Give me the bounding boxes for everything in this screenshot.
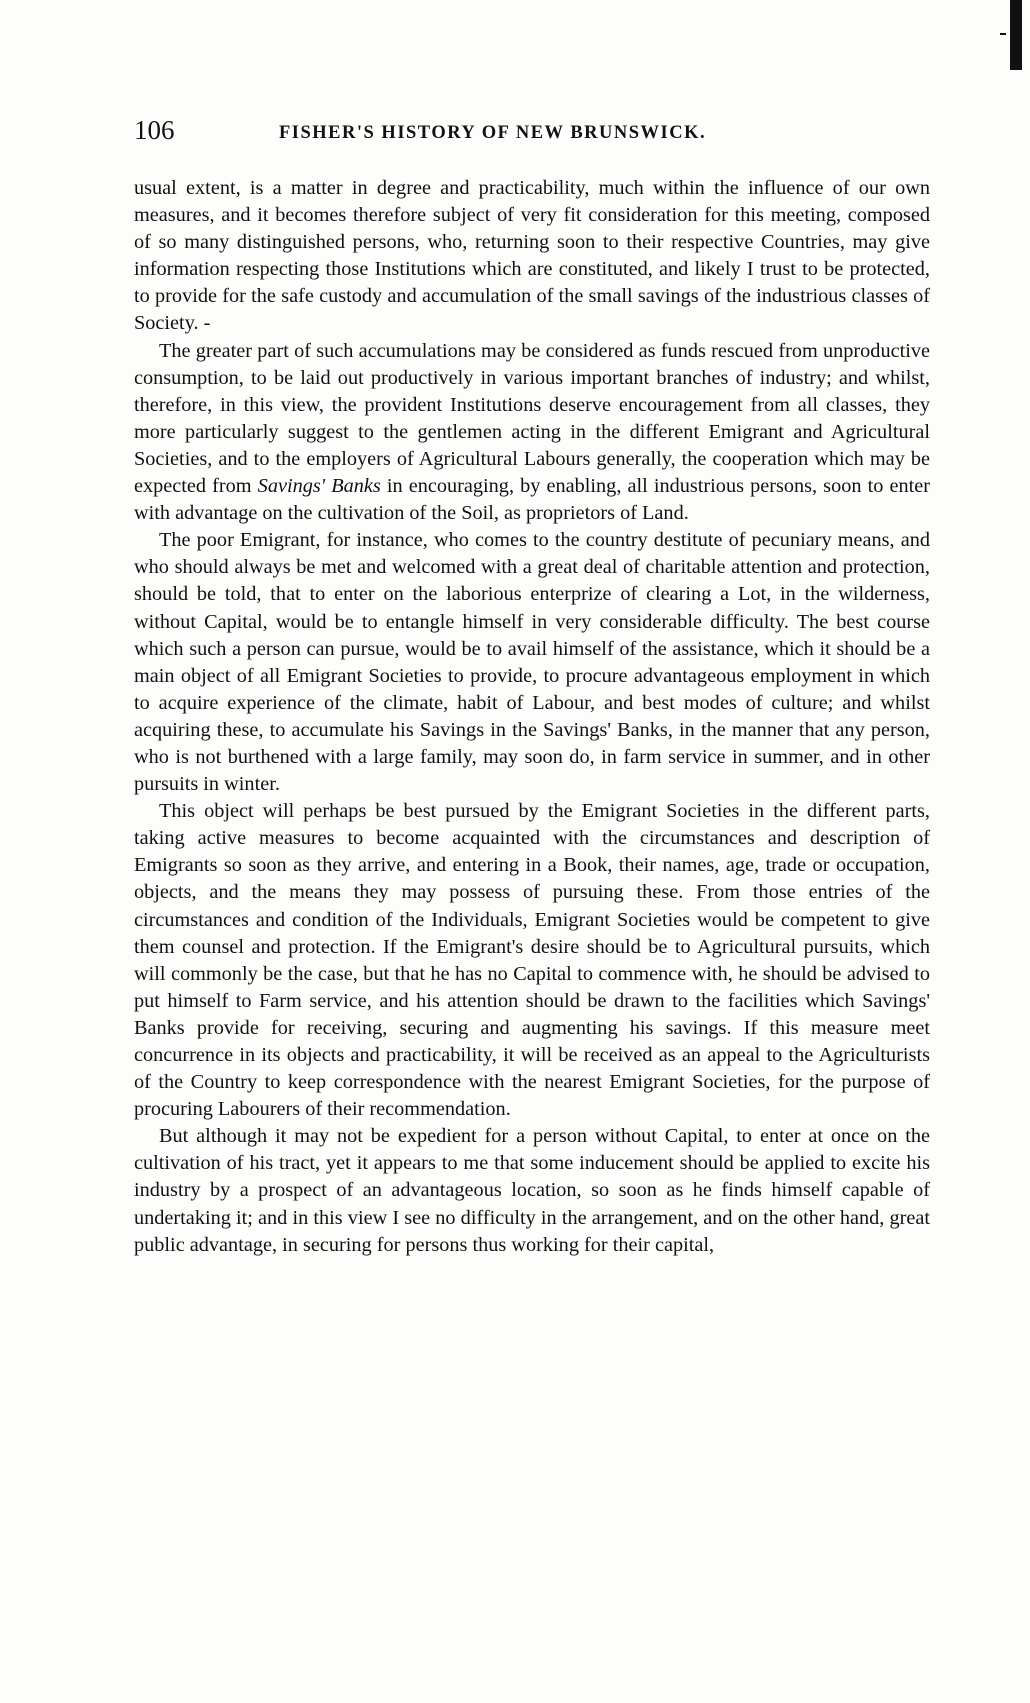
page-edge-dash — [1000, 33, 1006, 35]
page-text — [134, 175, 930, 1555]
paragraph-2-italic-savings-banks: Savings' Banks — [257, 475, 381, 498]
paragraph-1: usual extent, is a matter in degree and practicability, much within the influence of our own measures, and it becomes therefore subject of very fit consideration for this meeting, composed of so many distinguished persons, who, returning soon to their respective Countries, may give information respecting those Institutions which are constituted, and likely I trust to be protected, to provide for the safe custody and accumulation of the small savings of the industrious classes of Society. - — [134, 177, 930, 335]
paragraph-5: But although it may not be expedient for a person without Capital, to enter at once on the cultivation of his tract, yet it appears to me that some inducement should be applied to excite his industry by a prospect of an advantageous location, so soon as he finds himself capable of undertaking it; and in this view I see no difficulty in the arrangement, and on the other hand, great public advantage, in securing for persons thus working for their capital, — [134, 1125, 930, 1256]
paragraph-3: The poor Emigrant, for instance, who comes to the country destitute of pecuniary means, and who should always be met and welcomed with a great deal of charitable attention and protection, should be told, that to enter on the laborious enterprize of clearing a Lot, in the wilderness, without Capital, would be to entangle himself in very considerable difficulty. The best course which such a person can pursue, would be to avail himself of the assistance, which it should be a main object of all Emigrant Societies to provide, to procure advantageous employment in which to acquire experience of the climate, habit of Labour, and best modes of culture; and whilst acquiring these, to accumulate his Savings in the Savings' Banks, in the manner that any person, who is not burthened with a large family, may soon do, in farm service in summer, and in other pursuits in winter. — [134, 529, 930, 796]
paragraph-2 — [134, 338, 930, 528]
paragraph-2-text-after-italic: in encouraging, by enabling, all industrious persons, soon to enter with advantage on the cultivation of the Soil, as proprietors of Land. — [134, 475, 930, 525]
running-title: FISHER'S HISTORY OF NEW BRUNSWICK. — [279, 123, 707, 143]
page-number: 106 — [134, 115, 175, 145]
page-edge-mark — [1010, 0, 1022, 70]
paragraph-2-text-before-italic: The greater part of such accumulations may be considered as funds rescued from unproductive consumption, to be laid out productively in various important branches of industry; and whilst, therefore, in this view, the provident Institutions deserve encouragement from all classes, they more particularly suggest to the gentlemen acting in the different Emigrant and Agricultural Societies, and to the employers of Agricultural Labours generally, the cooperation which may be expected from — [134, 339, 930, 498]
paragraph-4: This object will perhaps be best pursued by the Emigrant Societies in the different parts, taking active measures to become acquainted with the circumstances and description of Emigrants so soon as they arrive, and entering in a Book, their names, age, trade or occupation, objects, and the means they may possess of pursuing these. From those entries of the circumstances and condition of the Individuals, Emigrant Societies would be competent to give them counsel and protection. If the Emigrant's desire should be to Agricultural pursuits, which will commonly be the case, but that he has no Capital to commence with, he should be advised to put himself to Farm service, and his attention should be drawn to the facilities which Savings' Banks provide for receiving, securing and augmenting his savings. If this measure meet concurrence in its objects and practicability, it will be received as an appeal to the Agriculturists of the Country to keep correspondence with the nearest Emigrant Societies, for the purpose of procuring Labourers of their recommendation. — [134, 800, 930, 1121]
running-header — [134, 113, 930, 149]
